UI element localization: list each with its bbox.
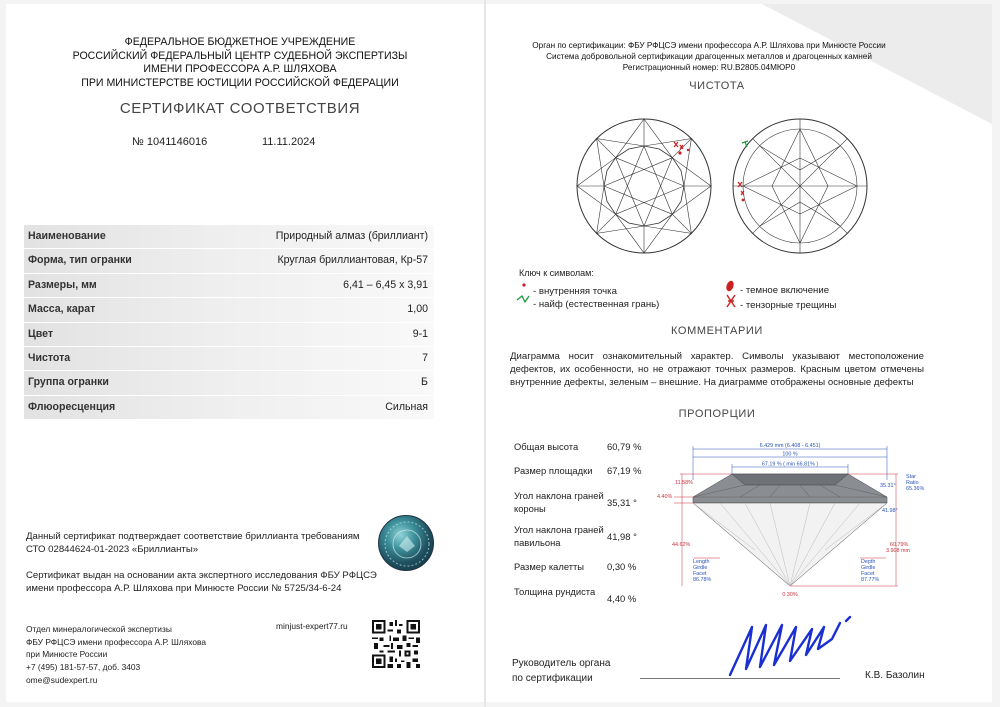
diagram-lower-right-3: 87.77% — [861, 577, 880, 583]
crystal-symbol-icon — [725, 279, 735, 293]
diagram-total-depth: 60.79% — [890, 542, 909, 548]
signer-line: по сертификации — [512, 672, 593, 684]
diagram-lower-left-2: Facet — [693, 571, 707, 577]
contact-email: ome@sudexpert.ru — [26, 674, 98, 685]
property-value: 1,00 — [407, 303, 428, 316]
property-row — [24, 298, 434, 322]
diagram-girdle: 4.40% — [657, 494, 673, 500]
proportion-value: 4,40 % — [607, 593, 637, 604]
symbol-key-title: Ключ к символам: — [519, 268, 594, 278]
proportion-label: Угол наклона граней павильона — [514, 524, 604, 549]
clarity-title: ЧИСТОТА — [689, 80, 745, 92]
contact-line: Отдел минералогической экспертизы — [26, 624, 172, 634]
property-label: Масса, карат — [28, 303, 96, 316]
clarity-crown-view — [576, 118, 712, 254]
issuer-line: ФЕДЕРАЛЬНОЕ БЮДЖЕТНОЕ УЧРЕЖДЕНИЕ — [124, 36, 356, 48]
property-row — [24, 371, 434, 395]
property-value: Б — [421, 376, 428, 389]
signer-title — [512, 657, 610, 686]
property-value: Круглая бриллиантовая, Кр-57 — [277, 254, 428, 267]
proportion-label: Толщина рундиста — [514, 586, 596, 597]
key-feather-label: - тензорные трещины — [740, 300, 837, 311]
property-label: Флюоресценция — [28, 400, 116, 413]
signer-line: Руководитель органа — [512, 658, 611, 669]
proportion-label: Размер площадки — [514, 465, 593, 476]
property-row — [24, 225, 434, 249]
proportion-diagram — [657, 440, 925, 605]
qr-code[interactable] — [372, 620, 420, 668]
contact-phone: +7 (495) 181-57-57, доб. 3403 — [26, 662, 141, 673]
property-value: 7 — [422, 351, 428, 364]
diagram-crown-angle: 35.31° — [880, 483, 896, 489]
proportion-label: Размер калетты — [514, 561, 585, 572]
issuer-line: РОССИЙСКИЙ ФЕДЕРАЛЬНЫЙ ЦЕНТР СУДЕБНОЙ ЭКСПЕРТИЗЫ — [72, 49, 408, 62]
page-fold — [484, 0, 486, 707]
signer-name: К.В. Базолин — [865, 670, 925, 681]
basis-line: Сертификат выдан на основании акта экспертного исследования ФБУ РФЦСЭ — [26, 570, 377, 581]
issuer-line: ИМЕНИ ПРОФЕССОРА А.Р. ШЛЯХОВА — [143, 63, 337, 76]
diagram-culet: 0.30% — [782, 592, 798, 598]
comments-text: Диаграмма носит ознакомительный характер. Символы указывают местоположение дефектов, их особенности, но не отражают точных размеров. Красным цветом отмечены внутренние дефекты, зеленым – внешние. На диаграмме отображены основные дефекты — [510, 351, 924, 388]
issuer-header — [40, 36, 440, 90]
cert-body-line: Орган по сертификации: ФБУ РФЦСЭ имени профессора А.Р. Шляхова при Минюсте России — [532, 41, 886, 50]
diagram-star-label: Star — [906, 474, 916, 480]
diagram-lower-right-0: Depth — [861, 559, 876, 565]
compliance-statement — [26, 531, 366, 557]
property-label: Цвет — [28, 327, 54, 340]
registration-number: Регистрационный номер: RU.B2805.04МЮР0 — [622, 63, 796, 72]
hologram-seal — [378, 515, 434, 571]
issuer-line: ПРИ МИНИСТЕРСТВЕ ЮСТИЦИИ РОССИЙСКОЙ ФЕДЕРАЦИИ — [81, 76, 399, 89]
compliance-line: Данный сертификат подтверждает соответствие бриллианта требованиям — [26, 531, 360, 542]
property-label: Чистота — [28, 351, 71, 364]
diagram-pavilion-angle: 41.98° — [882, 508, 898, 514]
proportion-value: 67,19 % — [607, 465, 642, 476]
signature — [722, 615, 862, 687]
certification-body-header — [502, 40, 916, 73]
proportion-value: 41,98 ° — [607, 531, 637, 542]
diagram-star-ratio: 65.36% — [906, 486, 925, 492]
property-row — [24, 323, 434, 347]
diagram-table: 67.19 % ( min 66.81% ) — [761, 461, 819, 468]
diagram-hundred: 100 % — [782, 451, 798, 458]
diagram-diameter: 6.429 mm (6.408 - 6.451) — [759, 443, 821, 449]
key-crystal-label: - темное включение — [740, 285, 830, 296]
compliance-line: СТО 02844624-01-2023 «Бриллианты» — [26, 543, 199, 555]
diagram-total-depth-mm: 3.908 mm — [886, 548, 910, 554]
diagram-lower-left-0: Length — [693, 559, 710, 565]
certificate-date: 11.11.2024 — [262, 136, 316, 148]
certificate-number: № 1041146016 — [132, 136, 208, 148]
diagram-ratio-label: Ratio — [906, 480, 919, 486]
natural-symbol-icon — [516, 294, 530, 304]
diagram-pavilion-depth: 44.62% — [672, 542, 691, 548]
proportion-label: Общая высота — [514, 441, 579, 452]
contacts-block — [26, 623, 266, 687]
website-link[interactable]: minjust-expert77.ru — [276, 621, 348, 631]
proportion-value: 35,31 ° — [607, 497, 637, 508]
property-value: 9-1 — [412, 327, 428, 340]
comments-title: КОММЕНТАРИИ — [671, 325, 763, 337]
diagram-lower-left-3: 86.78% — [693, 577, 712, 583]
property-row — [24, 396, 434, 420]
pinpoint-symbol-icon — [520, 281, 528, 289]
diagram-crown-height: 11.58% — [675, 480, 693, 486]
property-value: 6,41 – 6,45 x 3,91 — [343, 278, 428, 291]
proportion-value: 0,30 % — [607, 561, 637, 572]
basis-line: имени профессора А.Р. Шляхова при Минюсте России № 5725/34-6-24 — [26, 582, 342, 594]
proportion-value: 60,79 % — [607, 441, 642, 452]
property-row — [24, 274, 434, 298]
property-label: Группа огранки — [28, 376, 109, 389]
property-label: Форма, тип огранки — [28, 254, 132, 267]
feather-symbol-icon — [725, 294, 737, 308]
property-value: Сильная — [385, 400, 428, 413]
gem-properties-table — [24, 225, 434, 420]
clarity-pavilion-view — [732, 118, 868, 254]
property-row — [24, 249, 434, 273]
key-natural-label: - найф (естественная грань) — [533, 299, 660, 310]
proportions-title: ПРОПОРЦИИ — [678, 408, 756, 420]
certificate-title: СЕРТИФИКАТ СООТВЕТСТВИЯ — [119, 100, 361, 117]
issuance-basis — [26, 570, 406, 596]
contact-line: ФБУ РФЦСЭ имени профессора А.Р. Шляхова — [26, 636, 206, 647]
diagram-lower-left-1: Girdle — [693, 565, 708, 571]
diagram-lower-right-1: Girdle — [861, 565, 876, 571]
diagram-lower-right-2: Facet — [861, 571, 875, 577]
contact-line: при Минюсте России — [26, 649, 108, 660]
proportion-label: Угол наклона граней короны — [514, 490, 604, 515]
property-row — [24, 347, 434, 371]
property-label: Наименование — [28, 230, 106, 242]
cert-body-line: Система добровольной сертификации драгоценных металлов и драгоценных камней — [546, 52, 872, 61]
key-pinpoint-label: - внутренняя точка — [533, 286, 617, 297]
property-label: Размеры, мм — [28, 278, 97, 291]
property-value: Природный алмаз (бриллиант) — [275, 230, 428, 242]
